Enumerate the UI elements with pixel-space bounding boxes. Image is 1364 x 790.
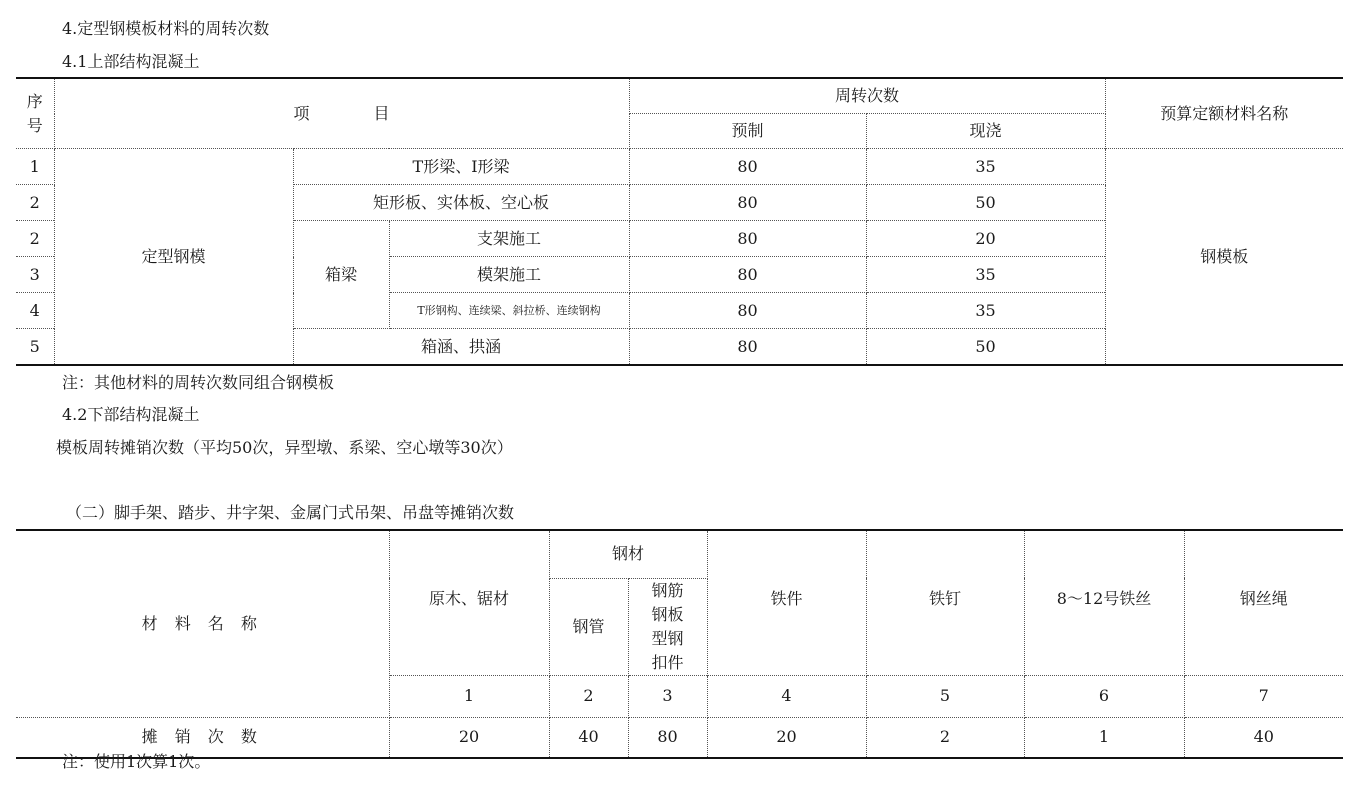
col-number: 2 (549, 675, 628, 717)
row-seq: 1 (16, 149, 54, 185)
value-cell: 1 (1024, 717, 1184, 758)
section-heading: 4.定型钢模板材料的周转次数 (62, 19, 270, 38)
row-item: 矩形板、实体板、空心板 (293, 185, 629, 221)
value-cell: 40 (1184, 717, 1343, 758)
header-turnover: 周转次数 (629, 78, 1105, 114)
subsection-heading: 4.2下部结构混凝土 (62, 405, 200, 424)
header-item: 项 目 (54, 78, 629, 149)
row-precast: 80 (629, 293, 866, 329)
box-beam-cell: 箱梁 (293, 221, 389, 329)
value-cell: 40 (549, 717, 628, 758)
note-text: 注：其他材料的周转次数同组合钢模板 (62, 373, 335, 392)
col-number: 4 (707, 675, 866, 717)
value-cell: 80 (628, 717, 707, 758)
row-item: 模架施工 (389, 257, 629, 293)
table-row (16, 149, 1343, 185)
header-pipe: 钢管 (549, 578, 628, 675)
row-precast: 80 (629, 257, 866, 293)
col-number: 7 (1184, 675, 1343, 717)
header-material: 预算定额材料名称 (1105, 78, 1343, 149)
row-item: 箱涵、拱涵 (293, 329, 629, 366)
row-seq: 3 (16, 257, 54, 293)
subsection-heading: 4.1上部结构混凝土 (62, 52, 200, 71)
row-seq: 2 (16, 185, 54, 221)
row-cast: 20 (866, 221, 1105, 257)
col-number: 5 (866, 675, 1024, 717)
category-cell: 定型钢模 (54, 149, 293, 366)
row-cast: 35 (866, 293, 1105, 329)
steel-formwork-turnover-table (16, 77, 1343, 366)
header-rebar: 钢筋钢板型钢扣件 (628, 578, 707, 675)
row-cast: 50 (866, 185, 1105, 221)
formwork-turnover-line: 模板周转摊销次数（平均50次，异型墩、系梁、空心墩等30次） (56, 438, 513, 457)
row-cast: 35 (866, 149, 1105, 185)
header-precast: 预制 (629, 114, 866, 149)
header-castinplace: 现浇 (866, 114, 1105, 149)
header-rope: 钢丝绳 (1184, 530, 1343, 675)
row-item: T形梁、I形梁 (293, 149, 629, 185)
header-steel: 钢材 (549, 530, 707, 578)
col-number: 1 (389, 675, 549, 717)
col-number: 6 (1024, 675, 1184, 717)
value-cell: 2 (866, 717, 1024, 758)
header-seq: 序号 (16, 78, 54, 149)
row-precast: 80 (629, 185, 866, 221)
row-precast: 80 (629, 149, 866, 185)
row-label: 摊 销 次 数 (16, 717, 389, 758)
header-wire: 8～12号铁丝 (1024, 530, 1184, 675)
section-heading: （二）脚手架、踏步、井字架、金属门式吊架、吊盘等摊销次数 (66, 503, 515, 522)
value-cell: 20 (389, 717, 549, 758)
header-wood: 原木、锯材 (389, 530, 549, 675)
row-item: 支架施工 (389, 221, 629, 257)
note-text: 注：使用1次算1次。 (62, 752, 211, 771)
table-row (16, 717, 1343, 758)
row-precast: 80 (629, 221, 866, 257)
row-seq: 5 (16, 329, 54, 366)
material-name-cell: 钢模板 (1105, 149, 1343, 366)
header-iron: 铁件 (707, 530, 866, 675)
row-precast: 80 (629, 329, 866, 366)
value-cell: 20 (707, 717, 866, 758)
header-material-name: 材 料 名 称 (16, 530, 389, 717)
row-seq: 4 (16, 293, 54, 329)
row-seq: 2 (16, 221, 54, 257)
row-cast: 35 (866, 257, 1105, 293)
row-cast: 50 (866, 329, 1105, 366)
col-number: 3 (628, 675, 707, 717)
scaffold-amortization-table (16, 529, 1343, 759)
row-item: T形钢构、连续梁、斜拉桥、连续钢构 (389, 293, 629, 329)
header-nail: 铁钉 (866, 530, 1024, 675)
